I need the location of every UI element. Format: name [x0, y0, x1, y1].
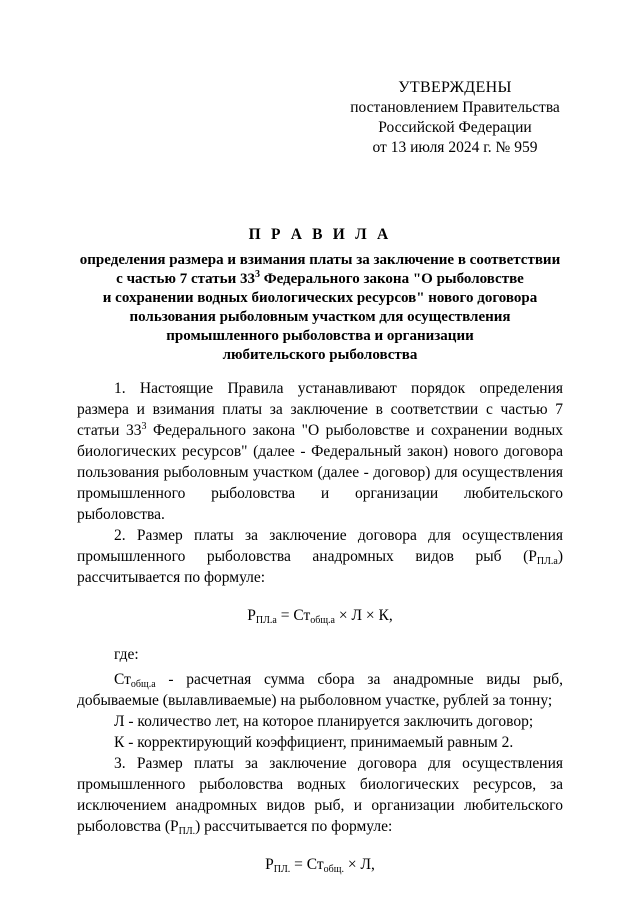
subtitle-line-1: определения размера и взимания платы за заключение в соответствии [79, 252, 561, 268]
subtitle-line-2-start: с частью 7 статьи 33 [116, 271, 255, 287]
approval-title: УТВЕРЖДЕНЫ [398, 79, 512, 96]
definition-st-subscript: общ.а [130, 679, 156, 690]
formula-2-rest: × Л, [343, 856, 375, 873]
definition-l: Л - количество лет, на которое планируется заключить договор; [114, 713, 534, 730]
document-title: П Р А В И Л А [248, 226, 392, 243]
paragraph-2-start: 2. Размер платы за заключение договора для осуществления промышленного рыболовства анадромных видов рыб (Р [77, 527, 563, 565]
subtitle-line-6: любительского рыболовства [222, 347, 418, 363]
definition-st [77, 669, 563, 711]
formula-2-st-subscript: общ. [323, 864, 344, 875]
formula-1-p-subscript: ПЛ.а [255, 615, 277, 626]
subtitle-line-2 [70, 270, 570, 289]
approval-block [330, 78, 580, 158]
paragraph-2-end: ) рассчитывается по формуле: [77, 548, 563, 586]
subtitle-article-superscript: 3 [254, 269, 260, 280]
definition-st-text: - расчетная сумма сбора за анадромные виды рыб, добываемые (вылавливаемые) на рыболовном участке, рублей за тонну; [77, 671, 563, 709]
paragraph-2 [77, 525, 563, 588]
paragraph-1-superscript: 3 [141, 421, 147, 432]
definition-k: К - корректирующий коэффициент, принимаемый равным 2. [114, 734, 514, 751]
paragraph-3 [77, 753, 563, 837]
formula-2-p-subscript: ПЛ. [273, 864, 291, 875]
subtitle-line-3: и сохранении водных биологических ресурсов" нового договора [102, 290, 538, 306]
where-label: где: [114, 646, 139, 663]
paragraph-3-end: ) рассчитывается по формуле: [195, 818, 393, 835]
paragraph-1 [77, 378, 563, 525]
paragraph-2-subscript: ПЛ.а [536, 556, 558, 567]
document-body [77, 378, 563, 891]
document-subtitle [70, 251, 570, 365]
formula-1-eq: = Ст [276, 607, 311, 624]
formula-2 [77, 854, 563, 875]
paragraph-3-start: 3. Размер платы за заключение договора для осуществления промышленного рыболовства водных биологических ресурсов, за исключением анадромных видов рыб, и организации любительского рыболовства (Р [77, 755, 563, 835]
formula-1-p: Р [247, 607, 256, 624]
formula-1 [77, 605, 563, 626]
paragraph-3-subscript: ПЛ. [178, 826, 196, 837]
paragraph-1-start: 1. Настоящие Правила устанавливают порядок определения размера и взимания платы за заключение в соответствии с частью 7 статьи 33 [77, 380, 563, 439]
formula-1-rest: × Л × К, [335, 607, 393, 624]
approval-line-1: постановлением Правительства [350, 99, 560, 116]
subtitle-line-5: промышленного рыболовства и организации [166, 328, 474, 344]
approval-line-2: Российской Федерации [378, 119, 532, 136]
formula-2-p: Р [265, 856, 274, 873]
approval-line-3: от 13 июля 2024 г. № 959 [372, 139, 538, 156]
formula-2-eq: = Ст [290, 856, 324, 873]
formula-1-st-subscript: общ.а [310, 615, 335, 626]
subtitle-line-4: пользования рыболовным участком для осуществления [129, 309, 511, 325]
paragraph-1-end: Федерального закона "О рыболовстве и сохранении водных биологических ресурсов" (далее - Федеральный закон) нового договора пользования рыболовным участком (далее - договор) для осуществления промышленного рыболовства и организации любительского рыболовства. [77, 422, 563, 523]
subtitle-line-2-end: Федерального закона "О рыболовстве [259, 271, 524, 287]
definition-st-symbol: Ст [114, 671, 131, 688]
